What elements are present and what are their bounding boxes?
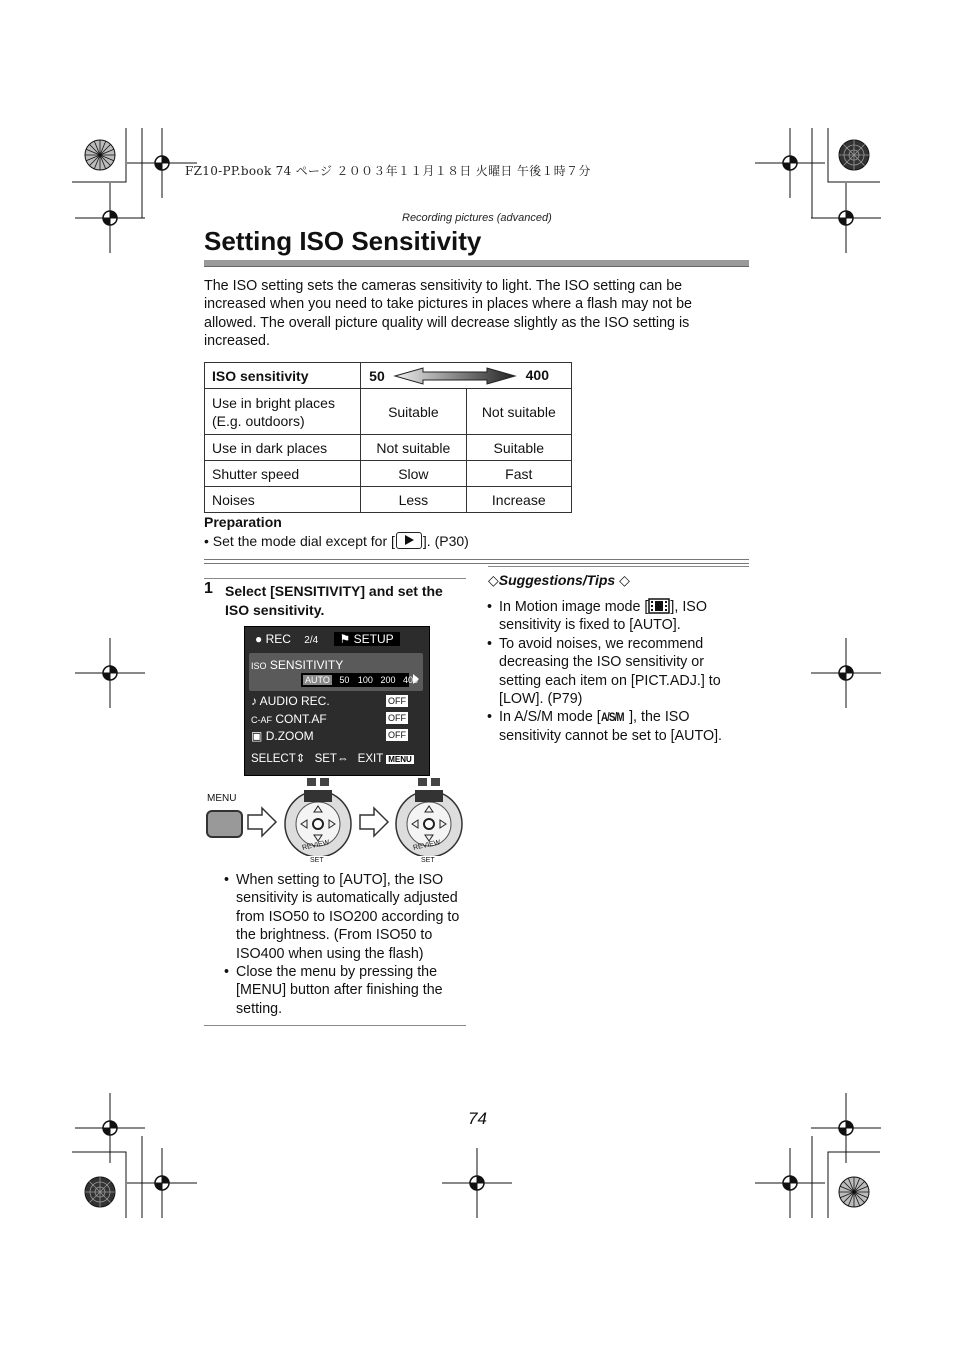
row-low: Slow bbox=[361, 461, 466, 487]
arrow-right-icon bbox=[246, 806, 278, 838]
step-bottom-rule bbox=[204, 1025, 466, 1026]
iso-icon: ISO bbox=[251, 661, 267, 671]
lcd-tab-setup: SETUP bbox=[353, 632, 394, 646]
lcd-contaf-value: OFF bbox=[388, 713, 406, 723]
iso-option: 100 bbox=[357, 675, 373, 685]
diamond-icon: ◇ bbox=[619, 572, 630, 588]
row-label: Shutter speed bbox=[205, 461, 361, 487]
row-high: Fast bbox=[466, 461, 571, 487]
scale-arrow-icon bbox=[393, 366, 517, 386]
lcd-dzoom-value: OFF bbox=[388, 730, 406, 740]
review-label: REVIEW bbox=[301, 839, 331, 852]
iso-option: 400 bbox=[402, 675, 419, 685]
lcd-menu-tag: MENU bbox=[388, 755, 412, 764]
table-row bbox=[205, 389, 572, 435]
table-header-row bbox=[205, 363, 572, 389]
section-divider bbox=[204, 559, 749, 564]
row-label: Use in dark places bbox=[205, 435, 361, 461]
table-row bbox=[205, 435, 572, 461]
lcd-sensitivity-label: SENSITIVITY bbox=[269, 658, 344, 672]
list-item: • When setting to [AUTO], the ISO sensitivity is automatically adjusted from ISO50 to ISO200 according to the brightness. (From ISO50 to ISO400 when using the flash) bbox=[224, 871, 470, 963]
lcd-footer bbox=[251, 751, 414, 765]
row-high: Increase bbox=[466, 487, 571, 513]
list-item: • In Motion image mode [ ], ISO sensitivity is fixed to [AUTO]. bbox=[487, 598, 747, 635]
preparation-title: Preparation bbox=[204, 514, 282, 530]
lcd-page: 2/4 bbox=[304, 635, 319, 646]
intro-paragraph: The ISO setting sets the cameras sensitivity to light. The ISO setting can be increased when you need to take pictures in places where a flash may not be allowed. The overall picture quality will decrease slightly as the ISO setting is increased. bbox=[204, 278, 692, 350]
lcd-contaf-row bbox=[251, 712, 327, 726]
arrow-right-icon bbox=[358, 806, 390, 838]
menu-button-label: MENU bbox=[207, 793, 237, 804]
asm-mode-icon: A/S/M bbox=[600, 710, 624, 725]
iso-option: 50 bbox=[339, 675, 350, 685]
review-label: REVIEW bbox=[412, 839, 442, 852]
step-number: 1 bbox=[204, 580, 213, 597]
lcd-tab-bar bbox=[255, 632, 400, 646]
scale-low: 50 bbox=[369, 367, 385, 384]
iso-table bbox=[204, 362, 572, 513]
row-low: Not suitable bbox=[361, 435, 466, 461]
cursor-dial-left[interactable] bbox=[282, 776, 354, 868]
diamond-icon: ◇ bbox=[488, 572, 499, 588]
title-rule bbox=[204, 260, 749, 267]
playback-mode-icon bbox=[396, 532, 422, 549]
list-item: • To avoid noises, we recommend decreasing the ISO sensitivity or setting each item on [PICT.ADJ.] to [LOW]. (P79) bbox=[487, 635, 747, 709]
lcd-tab-setup-wrap bbox=[334, 632, 400, 646]
contaf-icon: C-AF bbox=[251, 715, 272, 725]
lcd-menu-screen bbox=[244, 626, 430, 776]
set-label: SET bbox=[421, 857, 435, 864]
lcd-select-label: SELECT bbox=[251, 753, 296, 765]
step-notes bbox=[224, 871, 470, 1018]
scale-high: 400 bbox=[525, 367, 549, 383]
row-high: Suitable bbox=[466, 435, 571, 461]
table-row bbox=[205, 461, 572, 487]
lcd-tab-rec: REC bbox=[265, 632, 291, 646]
menu-button[interactable] bbox=[206, 810, 243, 838]
table-header-label: ISO sensitivity bbox=[205, 363, 361, 389]
lcd-dzoom-label: D.ZOOM bbox=[265, 729, 314, 743]
page-number: 74 bbox=[468, 1109, 487, 1128]
set-label: SET bbox=[310, 857, 324, 864]
row-label: Noises bbox=[205, 487, 361, 513]
row-high: Not suitable bbox=[466, 389, 571, 435]
step-top-rule bbox=[204, 578, 466, 579]
lcd-audio-label: AUDIO REC. bbox=[259, 694, 330, 708]
motion-image-icon bbox=[648, 598, 670, 614]
row-label: Use in bright places (E.g. outdoors) bbox=[205, 389, 361, 435]
section-label: Recording pictures (advanced) bbox=[402, 212, 552, 224]
wrench-icon: ⚑ bbox=[339, 632, 351, 646]
tips-top-rule bbox=[488, 566, 749, 567]
lcd-audio-row bbox=[251, 694, 330, 708]
lcd-audio-value: OFF bbox=[388, 696, 406, 706]
table-row bbox=[205, 487, 572, 513]
leftright-icon: ⇔ bbox=[336, 753, 349, 765]
camera-icon: ● bbox=[255, 632, 263, 646]
iso-option: AUTO bbox=[305, 675, 330, 685]
cursor-dial-right[interactable] bbox=[393, 776, 465, 868]
print-header: FZ10-PP.book 74 ページ ２００３年１１月１８日 火曜日 午後１時７分 bbox=[185, 164, 591, 178]
preparation-text: • Set the mode dial except for [ ]. (P30) bbox=[204, 533, 469, 549]
tips-list bbox=[487, 598, 747, 745]
list-item: • In A/S/M mode [A/S/M ], the ISO sensitivity cannot be set to [AUTO]. bbox=[487, 708, 747, 745]
lcd-dzoom-row bbox=[251, 729, 314, 743]
list-item: • Close the menu by pressing the [MENU] button after finishing the setting. bbox=[224, 963, 470, 1018]
lcd-iso-options bbox=[301, 673, 419, 687]
iso-option: 200 bbox=[380, 675, 396, 685]
dzoom-icon: ▣ bbox=[251, 729, 263, 743]
updown-icon: ⇕ bbox=[295, 753, 306, 765]
step-instruction: Select [SENSITIVITY] and set the ISO sensitivity. bbox=[225, 583, 443, 618]
row-low: Suitable bbox=[361, 389, 466, 435]
lcd-sensitivity-row bbox=[251, 658, 343, 672]
lcd-exit-label: EXIT bbox=[357, 753, 384, 765]
arrow-right-icon bbox=[413, 674, 419, 684]
microphone-icon: ♪ bbox=[251, 694, 257, 708]
lcd-set-label: SET bbox=[314, 753, 337, 765]
tips-title: ◇Suggestions/Tips ◇ bbox=[488, 572, 630, 588]
table-header-scale bbox=[361, 363, 572, 389]
row-low: Less bbox=[361, 487, 466, 513]
page-title: Setting ISO Sensitivity bbox=[204, 226, 482, 256]
lcd-contaf-label: CONT.AF bbox=[275, 712, 327, 726]
